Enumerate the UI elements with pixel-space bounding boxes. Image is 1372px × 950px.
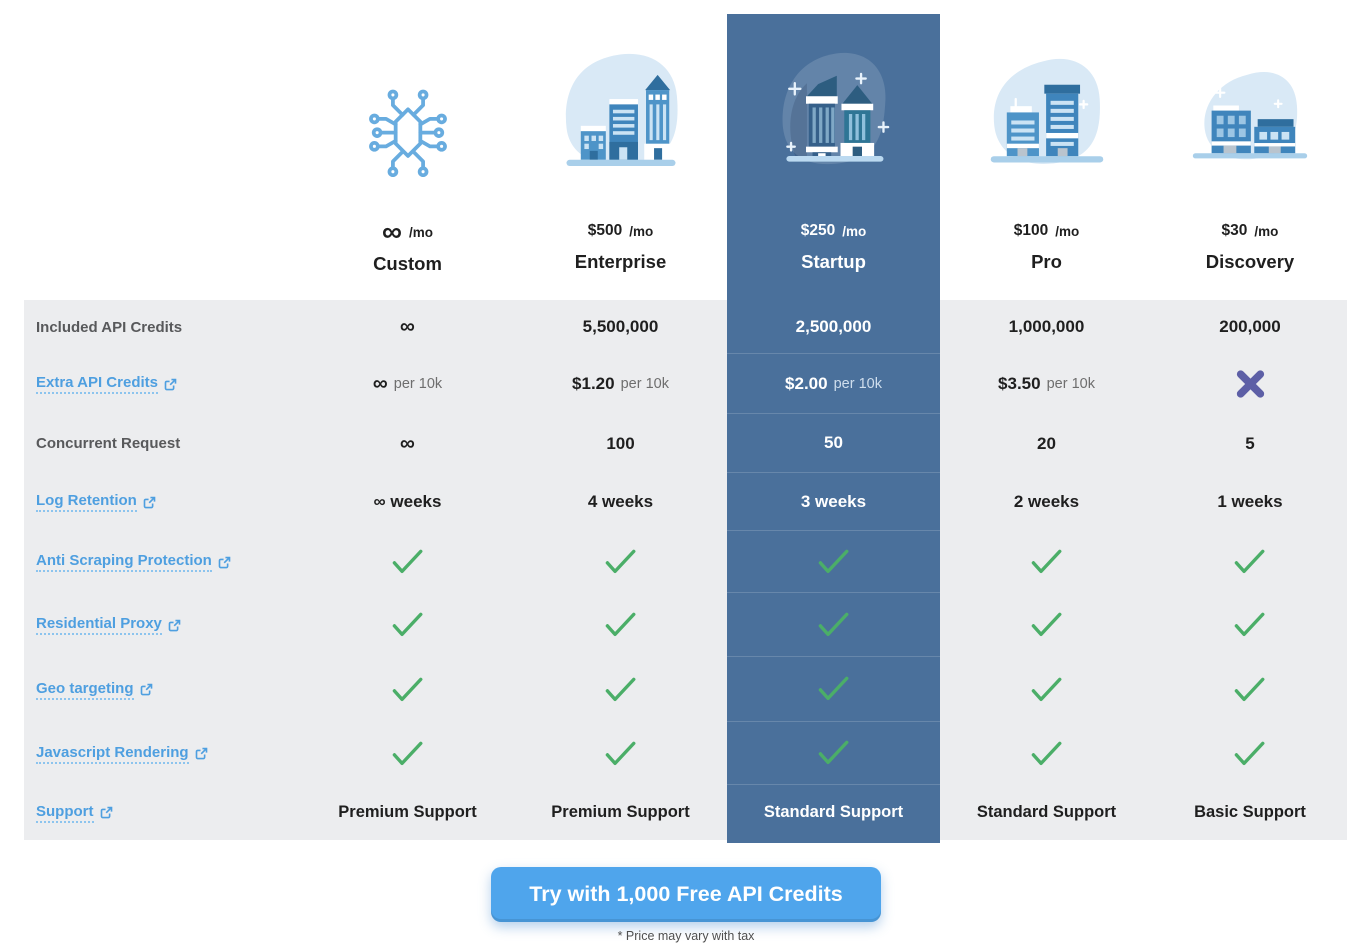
feature-label-anti-scraping [24, 531, 301, 593]
large-city-illustration [554, 0, 688, 186]
plan-column-pro [940, 0, 1153, 300]
cross-icon [1232, 367, 1269, 401]
check-icon [391, 610, 425, 640]
plan-price-startup: $250 /mo [800, 222, 867, 239]
plan-name-custom: Custom [373, 253, 442, 274]
office-buildings-illustration [980, 0, 1114, 186]
cell-concurrent-discovery: 5 [1153, 414, 1347, 473]
check-icon [604, 610, 638, 640]
feature-label-geo-targeting [24, 657, 301, 722]
log-retention-link[interactable]: Log Retention [36, 492, 157, 512]
cell-jsrender-pro [940, 722, 1153, 785]
price-tax-footnote: * Price may vary with tax [617, 929, 755, 943]
check-icon [391, 739, 425, 769]
cell-concurrent-custom: ∞ [301, 414, 514, 473]
plan-column-enterprise [514, 0, 727, 300]
feature-comparison-table [24, 300, 1347, 840]
cell-support-pro: Standard Support [940, 785, 1153, 840]
external-link-icon [139, 682, 154, 697]
cell-extra-startup: $2.00 per 10k [727, 354, 940, 414]
check-icon [604, 739, 638, 769]
plan-column-custom [301, 0, 514, 300]
check-icon [1030, 739, 1064, 769]
cell-geo-startup [727, 657, 940, 722]
cell-included-discovery: 200,000 [1153, 300, 1347, 354]
plan-name-startup: Startup [801, 251, 866, 272]
cell-geo-pro [940, 657, 1153, 722]
cell-support-enterprise: Premium Support [514, 785, 727, 840]
plan-column-startup [727, 0, 940, 300]
extra-api-credits-link[interactable]: Extra API Credits [36, 374, 178, 394]
check-icon [391, 547, 425, 577]
cell-resproxy-pro [940, 593, 1153, 657]
cell-included-pro: 1,000,000 [940, 300, 1153, 354]
cell-included-enterprise: 5,500,000 [514, 300, 727, 354]
cell-concurrent-pro: 20 [940, 414, 1153, 473]
cell-antiscraping-enterprise [514, 531, 727, 593]
javascript-rendering-link[interactable]: Javascript Rendering [36, 744, 209, 764]
feature-label-concurrent-request: Concurrent Request [24, 414, 301, 473]
residential-proxy-link[interactable]: Residential Proxy [36, 615, 182, 635]
cell-retention-startup: 3 weeks [727, 473, 940, 531]
cell-jsrender-startup [727, 722, 940, 785]
cell-antiscraping-startup [727, 531, 940, 593]
plan-name-pro: Pro [1031, 251, 1062, 272]
check-icon [1233, 610, 1267, 640]
cell-extra-custom: ∞ per 10k [301, 354, 514, 414]
feature-label-residential-proxy [24, 593, 301, 657]
cell-jsrender-discovery [1153, 722, 1347, 785]
check-icon [817, 674, 851, 704]
external-link-icon [217, 555, 232, 570]
plan-price-custom: ∞ /mo [382, 216, 433, 247]
check-icon [1233, 675, 1267, 705]
plan-price-pro: $100 /mo [1013, 222, 1080, 239]
cell-geo-custom [301, 657, 514, 722]
feature-label-javascript-rendering [24, 722, 301, 785]
cell-resproxy-startup [727, 593, 940, 657]
external-link-icon [163, 377, 178, 392]
feature-label-support [24, 785, 301, 840]
plan-name-enterprise: Enterprise [574, 251, 667, 272]
try-free-credits-button[interactable]: Try with 1,000 Free API Credits [491, 867, 880, 922]
header-spacer [24, 0, 301, 300]
check-icon [391, 675, 425, 705]
external-link-icon [142, 495, 157, 510]
cell-antiscraping-pro [940, 531, 1153, 593]
cell-resproxy-discovery [1153, 593, 1347, 657]
external-link-icon [167, 618, 182, 633]
plans-header [24, 0, 1347, 300]
check-icon [817, 547, 851, 577]
plan-name-discovery: Discovery [1205, 251, 1295, 272]
feature-label-log-retention [24, 473, 301, 531]
circuit-chip-icon [360, 0, 456, 186]
plan-price-discovery: $30 /mo [1221, 222, 1279, 239]
plan-price-enterprise: $500 /mo [587, 222, 654, 239]
cell-included-custom: ∞ [301, 300, 514, 354]
cell-geo-enterprise [514, 657, 727, 722]
cell-support-startup: Standard Support [763, 803, 904, 821]
external-link-icon [99, 805, 114, 820]
cell-jsrender-enterprise [514, 722, 727, 785]
cell-extra-pro: $3.50 per 10k [940, 354, 1153, 414]
cell-resproxy-custom [301, 593, 514, 657]
support-link[interactable]: Support [36, 803, 114, 823]
cell-geo-discovery [1153, 657, 1347, 722]
cell-retention-enterprise: 4 weeks [514, 473, 727, 531]
cell-support-custom: Premium Support [301, 785, 514, 840]
feature-label-extra-api-credits [24, 354, 301, 414]
cell-extra-discovery [1153, 354, 1347, 414]
check-icon [1030, 547, 1064, 577]
cell-included-startup: 2,500,000 [727, 300, 940, 354]
anti-scraping-link[interactable]: Anti Scraping Protection [36, 552, 232, 572]
cell-concurrent-startup: 50 [727, 414, 940, 473]
check-icon [1233, 547, 1267, 577]
cell-retention-custom: ∞ weeks [301, 473, 514, 531]
cell-antiscraping-custom [301, 531, 514, 593]
cell-extra-enterprise: $1.20 per 10k [514, 354, 727, 414]
external-link-icon [194, 746, 209, 761]
check-icon [817, 738, 851, 768]
startup-towers-illustration [764, 0, 904, 186]
cell-jsrender-custom [301, 722, 514, 785]
check-icon [1233, 739, 1267, 769]
cell-retention-pro: 2 weeks [940, 473, 1153, 531]
check-icon [604, 675, 638, 705]
check-icon [604, 547, 638, 577]
check-icon [1030, 610, 1064, 640]
cell-concurrent-enterprise: 100 [514, 414, 727, 473]
cell-resproxy-enterprise [514, 593, 727, 657]
cell-antiscraping-discovery [1153, 531, 1347, 593]
small-buildings-illustration [1186, 0, 1314, 186]
cell-support-discovery: Basic Support [1153, 785, 1347, 840]
feature-label-included-api-credits: Included API Credits [24, 300, 301, 354]
cell-retention-discovery: 1 weeks [1153, 473, 1347, 531]
geo-targeting-link[interactable]: Geo targeting [36, 680, 154, 700]
check-icon [1030, 675, 1064, 705]
plan-column-discovery [1153, 0, 1347, 300]
check-icon [817, 610, 851, 640]
